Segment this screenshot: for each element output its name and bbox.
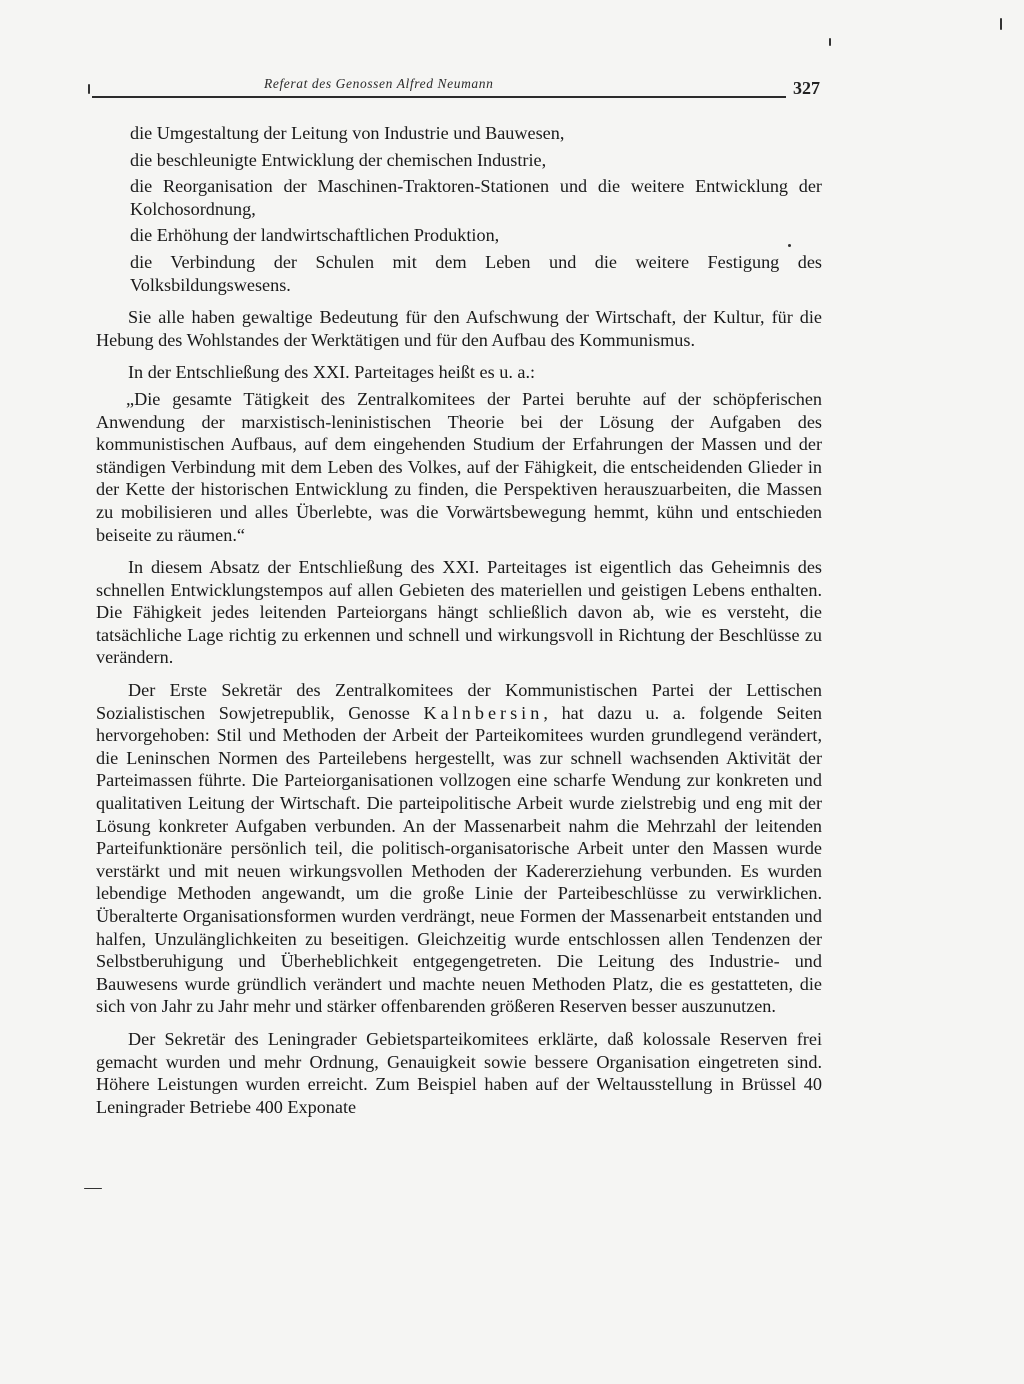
scan-speck [829,38,831,46]
paragraph: Sie alle haben gewaltige Bedeutung für den Aufschwung der Wirtschaft, der Kultur, für die Hebung des Wohlstandes der Werktätigen und für den Aufbau des Kommunismus. [96,307,822,350]
scan-speck [88,84,90,94]
scan-speck [1000,18,1002,30]
paragraph-text: Der Erste Sekretär des Zentralkomitees der Kommunistischen Partei der Lettischen Sozialistischen Sowjetrepublik, Genosse [96,680,822,723]
paragraph: In diesem Absatz der Entschließung des XXI. Parteitages ist eigentlich das Geheimnis des schnellen Entwicklungstempos auf allen Gebieten des materiellen und geistigen Lebens enthalten. Die Fähigkeit jedes leitenden Parteiorgans hängt schließlich davon ab, wie es versteht, die tatsächliche Lage richtig zu erkennen und schnell und wirkungsvoll in Richtung der Beschlüsse zu verändern. [96,557,822,668]
header-rule [92,96,786,98]
page-header [92,70,822,100]
running-title: Referat des Genossen Alfred Neumann [264,76,494,91]
list-item: die beschleunigte Entwicklung der chemischen Industrie, [130,149,547,170]
page-number: 327 [793,78,820,98]
scan-speck [84,1188,102,1189]
paragraph [96,679,822,1018]
list-item: die Erhöhung der landwirtschaftlichen Produktion, [130,225,500,246]
list-item: die Umgestaltung der Leitung von Industrie und Bauwesen, [130,123,565,143]
block-quote: „Die gesamte Tätigkeit des Zentralkomitees der Partei beruhte auf der schöpferischen Anwendung der marxistisch-leninistischen Theorie bei der Lösung der Aufgaben des kommunistischen Aufbaus, auf dem eingehenden Studium der Erfahrungen der Massen und der ständigen Verbindung mit dem Leben des Volkes, auf der Fähigkeit, die entscheidenden Glieder in der Kette der historischen Entwicklung zu finden, die Perspektiven herauszuarbeiten, die Massen zu mobilisieren und alles Überlebte, was die Vorwärtsbewegung hemmt, kühn und entschieden beiseite zu räumen.“ [96,388,822,545]
list-item: die Verbindung der Schulen mit dem Leben und die weitere Festigung des Volksbildungswesens. [130,251,822,295]
paragraph: In der Entschließung des XXI. Parteitages heißt es u. a.: [128,362,536,383]
person-name: Kalnbersin [423,702,544,723]
paragraph-text: , hat dazu u. a. folgende Seiten hervorgehoben: Stil und Methoden der Arbeit der Parteikomitees wurden grundlegend verändert, die Leninschen Normen des Parteilebens hergestellt, was zur schnell wachsenden Aktivität der Parteimassen führte. Die Parteiorganisationen vollzogen eine scharfe Wendung zur konkreten und qualitativen Leitung der Wirtschaft. Die parteipolitische Arbeit wurde zielstrebig und eng mit der Lösung konkreter Aufgaben verbunden. An der Massenarbeit nahm die Mehrzahl der leitenden Parteifunktionäre persönlich teil, die politisch-organisatorische Arbeit unter den Massen wurde verstärkt und mit neuen wirkungsvollen Methoden der Kadererziehung verbunden. Es wurden lebendige Methoden angewandt, um die große Linie der Parteibeschlüsse zu verwirklichen. Überalterte Organisationsformen wurden verdrängt, neue Formen der Massenarbeit entstanden und halfen, Unzulänglichkeiten zu beseitigen. Gleichzeitig wurde entschlossen allen Tendenzen der Selbstberuhigung und Überheblichkeit entgegengetreten. Die Leitung des Industrie- und Bauwesens wurde gründlich verändert und machte neuen Methoden Platz, die es gestatteten, die sich von Jahr zu Jahr mehr und stärker offenbarenden größeren Reserven besser auszunutzen. [96,702,822,1017]
body-text [96,122,822,1128]
list-item: die Reorganisation der Maschinen-Traktoren-Stationen und die weitere Entwicklung der Kolchosordnung, [130,176,822,219]
paragraph: Der Sekretär des Leningrader Gebietsparteikomitees erklärte, daß kolossale Reserven frei gemacht wurden und mehr Ordnung, Genauigkeit sowie bessere Organisation eingetreten sind. Höhere Leistungen wurden erreicht. Zum Beispiel haben auf der Weltausstellung in Brüssel 40 Leningrader Betriebe 400 Exponate [96,1028,822,1117]
